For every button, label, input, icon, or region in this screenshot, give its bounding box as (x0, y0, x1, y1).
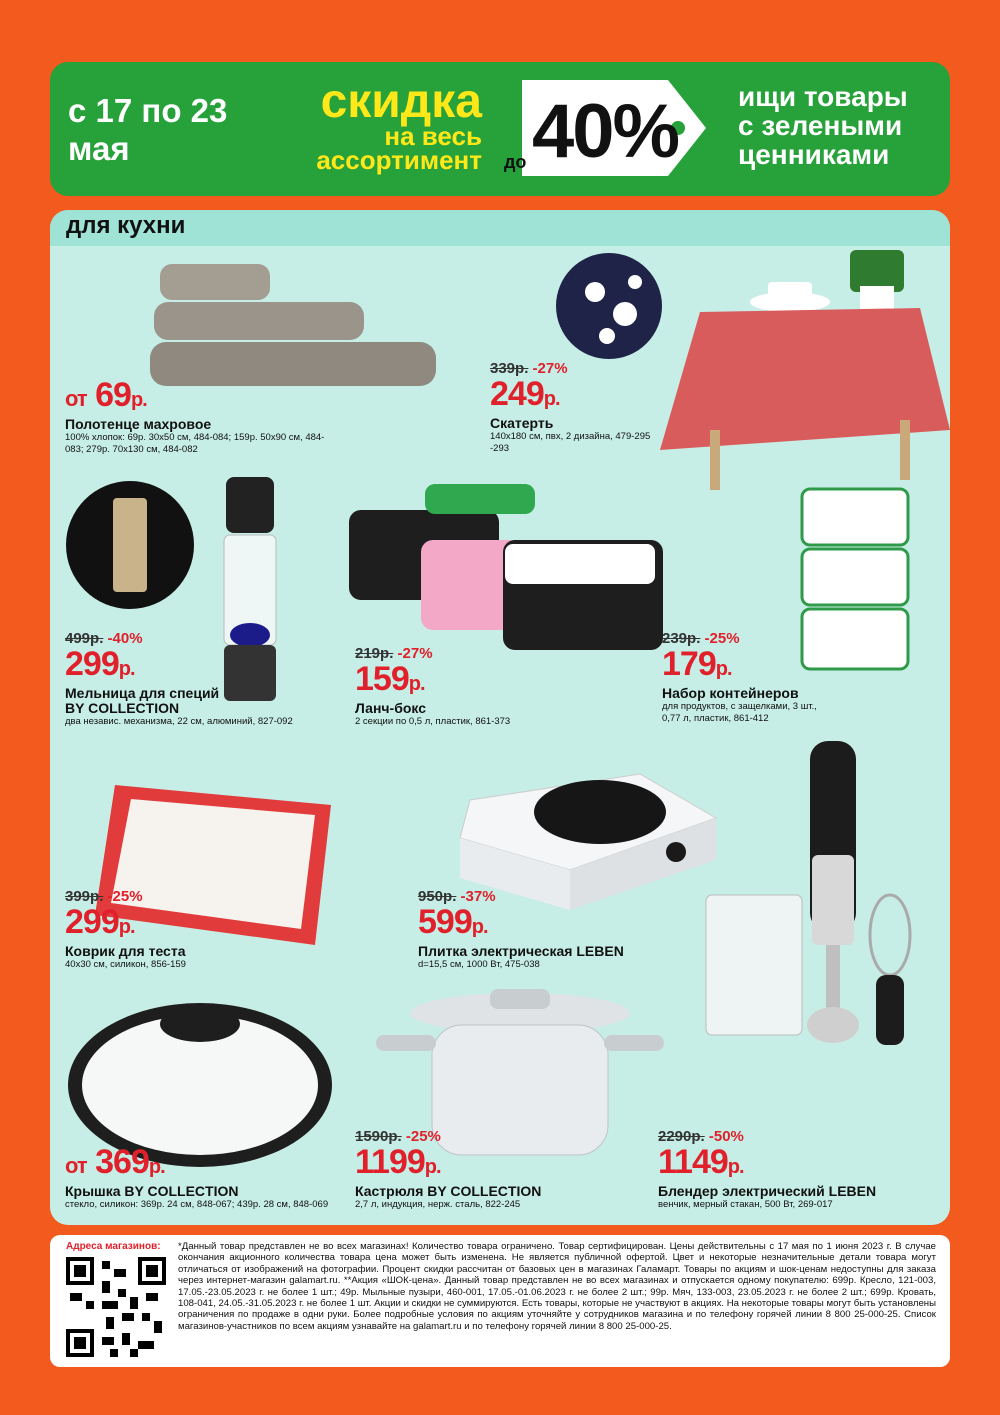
discount-tag (504, 78, 708, 178)
section-title: для кухни (66, 212, 186, 239)
hint-line-3: ценниками (738, 139, 890, 170)
price-value: 1149 (658, 1143, 728, 1181)
product-lid[interactable] (65, 1145, 335, 1211)
product-price (490, 377, 670, 416)
qr-code-icon[interactable] (66, 1257, 166, 1357)
promo-line-3: ассортимент (316, 145, 482, 175)
product-name: Ланч-бокс (355, 700, 427, 716)
product-towel[interactable] (65, 378, 325, 456)
old-price: 219р. (355, 645, 394, 662)
product-baking-mat[interactable] (65, 888, 285, 971)
price-value: 1199 (355, 1143, 425, 1181)
old-price: 950р. (418, 888, 457, 905)
hint-line-1: ищи товары (738, 81, 908, 112)
green-tag-hint (738, 82, 908, 169)
old-price: 1590р. (355, 1128, 402, 1145)
old-price: 339р. (490, 360, 529, 377)
price-value: 599 (418, 903, 472, 941)
kitchen-section (50, 210, 950, 1225)
product-price (355, 1145, 595, 1184)
promo-dates (68, 92, 227, 168)
discount-badge: -25% (405, 1128, 441, 1145)
promo-text (280, 75, 482, 175)
product-price (65, 647, 335, 686)
product-saucepan[interactable] (355, 1128, 595, 1211)
product-name: Коврик для теста (65, 943, 186, 959)
price-currency: р. (471, 916, 488, 938)
price-value: 249 (490, 375, 544, 413)
product-blender[interactable] (658, 1128, 918, 1211)
product-name: Крышка BY COLLECTION (65, 1183, 239, 1199)
towels-image (150, 262, 440, 390)
product-desc: 2 секции по 0,5 л, пластик, 861-373 (355, 716, 511, 727)
product-name: Набор контейнеров (662, 685, 799, 701)
price-currency: р. (424, 1156, 441, 1178)
discount-prefix: до (504, 152, 527, 172)
product-desc: 40x30 см, силикон, 856-159 (65, 959, 186, 970)
product-desc: 100% хлопок: 69р. 30x50 см, 484-084; 159р. 50x90 см, 484-083; 279р. 70x130 см, 484-082 (65, 432, 325, 455)
price-currency: р. (543, 388, 560, 410)
price-currency: р. (118, 658, 135, 680)
product-name: Блендер электрический LEBEN (658, 1183, 877, 1199)
price-value: 179 (662, 645, 716, 683)
dates-line-2: мая (68, 130, 130, 167)
spice-mill-black-image (65, 480, 195, 610)
product-desc: стекло, силикон: 369р. 24 см, 848-067; 439р. 28 см, 848-069 (65, 1199, 329, 1210)
discount-badge: -25% (704, 630, 740, 647)
discount-badge: -37% (460, 888, 496, 905)
tablecloth-image (650, 250, 950, 500)
price-value: 299 (65, 903, 119, 941)
product-price (662, 647, 822, 686)
discount-badge: -40% (107, 630, 143, 647)
product-desc: 140x180 см, пвх, 2 дизайна, 479-295 -293 (490, 431, 651, 454)
blender-image (700, 735, 920, 1055)
product-desc: d=15,5 см, 1000 Вт, 475-038 (418, 959, 540, 970)
old-price: 399р. (65, 888, 104, 905)
product-price (418, 905, 658, 944)
product-electric-stove[interactable] (418, 888, 658, 971)
product-lunch-box[interactable] (355, 645, 555, 728)
product-desc: 2,7 л, индукция, нерж. сталь, 822-245 (355, 1199, 521, 1210)
product-name: Скатерть (490, 415, 554, 431)
product-containers[interactable] (662, 630, 822, 725)
price-value: 299 (65, 645, 119, 683)
price-currency: р. (408, 673, 425, 695)
price-value: 369 (95, 1143, 149, 1181)
price-currency: р. (118, 916, 135, 938)
price-from: от (65, 386, 87, 411)
price-currency: р. (715, 658, 732, 680)
product-desc: два независ. механизма, 22 см, алюминий, 827-092 (65, 716, 293, 727)
product-name: Мельница для специй BY COLLECTION (65, 685, 220, 716)
product-name: Плитка электрическая LEBEN (418, 943, 624, 959)
discount-badge: -50% (708, 1128, 744, 1145)
price-currency: р. (727, 1156, 744, 1178)
price-value: 69 (95, 376, 131, 414)
price-from: от (65, 1153, 87, 1178)
product-price (355, 662, 555, 701)
product-desc: для продуктов, с защелками, 3 шт., 0,77 л, пластик, 861-412 (662, 701, 817, 724)
lunch-box-image (345, 480, 675, 660)
product-price (658, 1145, 918, 1184)
discount-badge: -27% (397, 645, 433, 662)
product-price (65, 378, 325, 417)
dates-line-1: с 17 по 23 (68, 92, 228, 129)
discount-badge: -27% (532, 360, 568, 377)
promo-line-2: на весь (384, 121, 482, 151)
price-currency: р. (148, 1156, 165, 1178)
product-spice-mill[interactable] (65, 630, 335, 728)
discount-badge: -25% (107, 888, 143, 905)
old-price: 2290р. (658, 1128, 705, 1145)
price-value: 159 (355, 660, 409, 698)
product-tablecloth[interactable] (490, 360, 670, 455)
legal-footer (50, 1235, 950, 1367)
old-price: 499р. (65, 630, 104, 647)
price-currency: р. (130, 389, 147, 411)
store-address-label: Адреса магазинов: (66, 1241, 161, 1252)
promo-headline: скидка (320, 75, 482, 128)
old-price: 239р. (662, 630, 701, 647)
tablecloth-pattern-image (555, 252, 663, 360)
discount-percent: 40% (532, 89, 679, 174)
product-price (65, 905, 285, 944)
product-price (65, 1145, 335, 1184)
promo-banner (50, 62, 950, 196)
hint-line-2: с зелеными (738, 110, 903, 141)
product-name: Полотенце махровое (65, 416, 212, 432)
product-name: Кастрюля BY COLLECTION (355, 1183, 542, 1199)
product-desc: венчик, мерный стакан, 500 Вт, 269-017 (658, 1199, 833, 1210)
legal-text: *Данный товар представлен не во всех магазинах! Количество товара ограничено. Товар сертифицирован. Цены действительны с 17 мая по 1 июня 2023 г. В случае окончания акционного количества товара цена может быть изменена. Не является публичной офертой. Цвет и некоторые незначительные детали товара могут отличаться от изображений на фотографии. Процент скидки рассчитан от базовых цен в магазинах Галамарт. Товары по акциям и шок-ценам недоступны для заказа через интернет-магазин galamart.ru. **Акция «ШОК-цена». Данный товар представлен не во всех магазинах и отпускается одному покупателю: 699р. Кресло, 121-003, 17.05.-23.05.2023 г. не более 1 шт.; 49р. Мыльные пузыри, 460-001, 17.05.-01.06.2023 г. не более 2 шт.; 99р. Мяч, 133-003, 23.05.2023 г. не более 2 шт.; 699р. Кровать, 108-041, 24.05.-31.05.2023 г. не более 1 шт. Акции и скидки не суммируются. Есть товары, которые не участвуют в акциях. На некоторые товары могут быть установлены ограничения по продаже в одни руки. Более подробные условия по акциям уточняйте у сотрудников магазина и по телефону горячей линии 8 800 25-000-25. Список магазинов-участников по всем акциям узнавайте на galamart.ru и по телефону горячей линии 8 800 25-000-25. (178, 1241, 936, 1332)
